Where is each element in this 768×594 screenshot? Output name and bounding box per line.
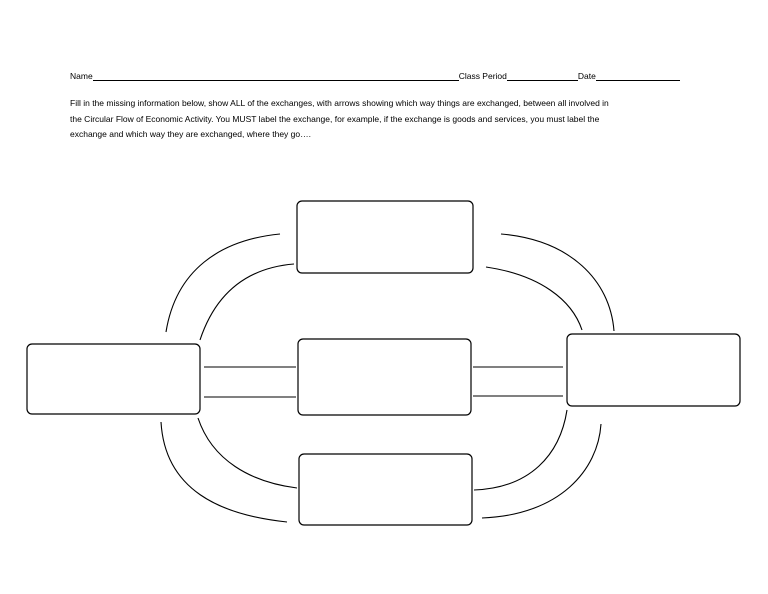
date-label: Date [577, 71, 596, 81]
arc-top-right-outer [501, 234, 614, 331]
arc-left-bottom-outer [161, 422, 287, 522]
left-box[interactable] [27, 344, 200, 414]
arc-left-top-outer [166, 234, 280, 332]
class-period-label: Class Period [458, 71, 507, 81]
arc-top-right-inner [486, 267, 582, 330]
instructions-line-3: exchange and which way they are exchanged, where they go…. [70, 129, 311, 139]
name-label: Name [70, 71, 93, 81]
top-box[interactable] [297, 201, 473, 273]
arc-left-bottom-inner [198, 418, 297, 488]
arc-bottom-right-outer [482, 424, 601, 518]
right-box[interactable] [567, 334, 740, 406]
instructions-line-2: the Circular Flow of Economic Activity. You MUST label the exchange, for example, if the exchange is goods and services, you must label the [70, 113, 600, 124]
arc-bottom-right-inner [474, 410, 567, 490]
center-box[interactable] [298, 339, 471, 415]
instructions-line-1: Fill in the missing information below, show ALL of the exchanges, with arrows showing which way things are exchanged, between all involved in [70, 98, 609, 108]
bottom-box[interactable] [299, 454, 472, 525]
arc-left-top-inner [200, 264, 294, 340]
